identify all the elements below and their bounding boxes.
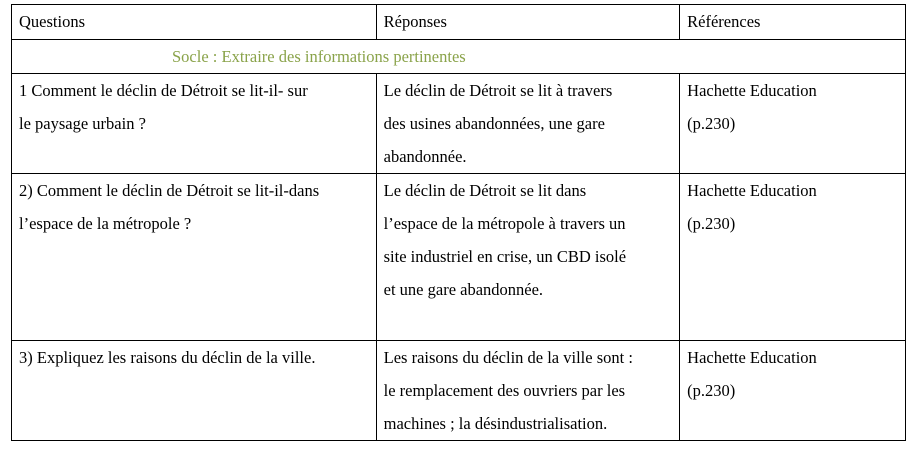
answer-line: site industriel en crise, un CBD isolé bbox=[383, 247, 627, 266]
question-cell bbox=[12, 74, 377, 174]
header-responses: Réponses bbox=[376, 5, 680, 40]
header-references: Références bbox=[680, 5, 906, 40]
reference-cell bbox=[680, 341, 906, 441]
reference-line: Hachette Education bbox=[687, 348, 817, 367]
answer-line: Le déclin de Détroit se lit à travers bbox=[383, 81, 613, 100]
reference-line: Hachette Education bbox=[687, 181, 817, 200]
answer-line: des usines abandonnées, une gare bbox=[383, 114, 605, 133]
header-row bbox=[12, 5, 906, 40]
answer-line: Les raisons du déclin de la ville sont : bbox=[383, 348, 633, 367]
socle-label: Socle : Extraire des informations pertinentes bbox=[172, 47, 466, 66]
reference-cell bbox=[680, 74, 906, 174]
reference-line: (p.230) bbox=[687, 214, 736, 233]
question-cell bbox=[12, 341, 377, 441]
reference-line: Hachette Education bbox=[687, 81, 817, 100]
socle-cell bbox=[12, 40, 906, 74]
answer-line: et une gare abandonnée. bbox=[383, 280, 544, 299]
question-cell bbox=[12, 174, 377, 341]
reference-line: (p.230) bbox=[687, 114, 736, 133]
answer-line: machines ; la désindustrialisation. bbox=[383, 414, 608, 433]
reference-line: (p.230) bbox=[687, 381, 736, 400]
questions-table bbox=[11, 4, 906, 441]
table-row bbox=[12, 74, 906, 174]
table-row bbox=[12, 174, 906, 341]
table-row bbox=[12, 341, 906, 441]
reference-cell bbox=[680, 174, 906, 341]
header-questions: Questions bbox=[12, 5, 377, 40]
question-line: l’espace de la métropole ? bbox=[19, 214, 192, 233]
answer-line: Le déclin de Détroit se lit dans bbox=[383, 181, 587, 200]
answer-line: le remplacement des ouvriers par les bbox=[383, 381, 626, 400]
question-line: 3) Expliquez les raisons du déclin de la ville. bbox=[19, 348, 316, 367]
answer-line: abandonnée. bbox=[383, 147, 467, 166]
answer-cell bbox=[376, 74, 680, 174]
question-line: le paysage urbain ? bbox=[19, 114, 146, 133]
answer-cell bbox=[376, 341, 680, 441]
socle-row bbox=[12, 40, 906, 74]
answer-line: l’espace de la métropole à travers un bbox=[383, 214, 626, 233]
question-line: 2) Comment le déclin de Détroit se lit-il-dans bbox=[19, 181, 320, 200]
question-line: 1 Comment le déclin de Détroit se lit-il- sur bbox=[19, 81, 308, 100]
answer-cell bbox=[376, 174, 680, 341]
